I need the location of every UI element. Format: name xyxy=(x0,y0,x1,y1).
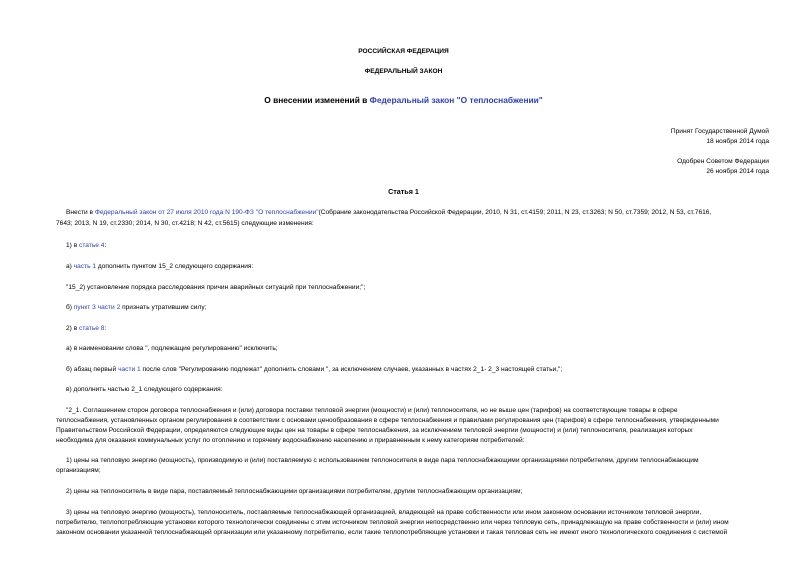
article-intro xyxy=(66,208,768,219)
item-1-link[interactable]: статье 4 xyxy=(79,242,105,249)
intro-law-link[interactable]: Федеральный закон от 27 июля 2010 года N 190-ФЗ "О теплоснабжении" xyxy=(94,209,319,216)
item-1a-suffix: дополнить пунктом 15_2 следующего содержания: xyxy=(96,263,254,270)
item-1 xyxy=(66,241,106,250)
council-approval-date: 26 ноября 2014 года xyxy=(706,168,769,175)
item-2b-prefix: б) абзац первый xyxy=(66,366,119,373)
subitem-2: 2) цены на теплоноситель в виде пара, поставляемый теплоснабжающими организациями потребителям, другим теплоснабжающим организациям; xyxy=(66,488,523,495)
item-1b-link[interactable]: пункт 3 части 2 xyxy=(73,304,121,311)
item-2a: а) в наименовании слова ", подлежащие регулированию" исключить; xyxy=(66,345,278,352)
item-1b-prefix: б) xyxy=(66,304,74,311)
subitem-3-line3: законном основании указанной теплоснабжающей организации или указанному потребителю, если такие теплопотребляющие установки и такая тепловая сеть не имеют иного технологического соединения с системой xyxy=(56,529,728,536)
council-approval-line: Одобрен Советом Федерации xyxy=(677,158,769,165)
duma-adoption-line: Принят Государственной Думой xyxy=(670,128,769,135)
item-1b xyxy=(66,303,206,312)
item-1b-suffix: признать утратившим силу; xyxy=(120,304,207,311)
part-2-1-line2: теплоснабжения, установленных органом регулирования в соответствии с основами ценообразования в сфере теплоснабжения и правилами регулирования цен (тарифов) в сфере теплоснабжения, утвержденными xyxy=(56,417,719,424)
subitem-1-line1: 1) цены на тепловую энергию (мощность), производимую и (или) поставляемую с использованием теплоносителя в виде пара теплоснабжающими организациями потребителям, другим теплоснабжающим xyxy=(66,457,699,464)
intro-rest-line1: (Собрание законодательства Российской Федерации, 2010, N 31, ст.4159; 2011, N 23, ст.3263; N 50, ст.7359; 2012, N 53, ст.7616, xyxy=(318,209,712,216)
subitem-3-line2: потребителю, теплопотребляющие установки которого технологически соединены с этим источником тепловой энергии непосредственно или через тепловую сеть, принадлежащую на праве собственности и (или) ином xyxy=(56,519,729,526)
item-1a-link[interactable]: часть 1 xyxy=(73,263,97,270)
item-1-suffix: : xyxy=(104,242,107,249)
country-heading: РОССИЙСКАЯ ФЕДЕРАЦИЯ xyxy=(358,48,449,55)
title-law-link[interactable]: Федеральный закон "О теплоснабжении" xyxy=(369,95,543,105)
item-1a xyxy=(66,262,253,271)
item-2b xyxy=(66,365,562,374)
item-2-prefix: 2) в xyxy=(66,325,80,332)
subitem-3-line1: 3) цены на тепловую энергию (мощность), теплоноситель, поставляемые теплоснабжающей организацией, владеющей на праве собственности или ином законном основании источником тепловой энергии, xyxy=(66,509,702,516)
item-1-prefix: 1) в xyxy=(66,242,80,249)
item-2-suffix: : xyxy=(104,325,107,332)
duma-adoption-date: 18 ноября 2014 года xyxy=(706,138,769,145)
item-2-link[interactable]: статье 8 xyxy=(79,325,105,332)
item-2 xyxy=(66,324,106,333)
article-title: Статья 1 xyxy=(388,187,419,196)
item-2b-link[interactable]: части 1 xyxy=(118,366,141,373)
part-2-1-line3: Правительством Российской Федерации, определяются следующие виды цен на товары в сфере теплоснабжения, за исключением тепловой энергии (мощности) и (или) теплоносителя, реализация которых xyxy=(56,427,693,434)
item-1a-prefix: а) xyxy=(66,263,74,270)
part-2-1-line1: "2_1. Соглашением сторон договора теплоснабжения и (или) договора поставки тепловой энергии (мощности) и (или) теплоносителя, но не выше цен (тарифов) на соответствующие товары в сфере xyxy=(66,407,678,414)
intro-prefix: Внести в xyxy=(66,209,95,216)
item-2b-suffix: после слов "Регулированию подлежат" дополнить словами ", за исключением случаев, указанных в частях 2_1- 2_3 настоящей статьи,"; xyxy=(140,366,563,373)
intro-rest-line2: 7643; 2013, N 19, ст.2330; 2014, N 30, ст.4218; N 42, ст.5615) следующие изменения: xyxy=(56,220,314,227)
item-1a-quote: "15_2) установление порядка расследования причин аварийных ситуаций при теплоснабжении;"; xyxy=(66,284,366,291)
part-2-1-line4: необходима для оказания коммунальных услуг по отоплению и горячему водоснабжению населению и приравненным к нему категориям потребителей: xyxy=(56,437,525,444)
item-2c: в) дополнить частью 2_1 следующего содержания: xyxy=(66,386,223,393)
title-prefix: О внесении изменений в xyxy=(264,95,370,105)
subitem-1-line2: организациям; xyxy=(56,467,101,474)
document-type-heading: ФЕДЕРАЛЬНЫЙ ЗАКОН xyxy=(364,68,443,75)
document-title xyxy=(0,96,807,105)
